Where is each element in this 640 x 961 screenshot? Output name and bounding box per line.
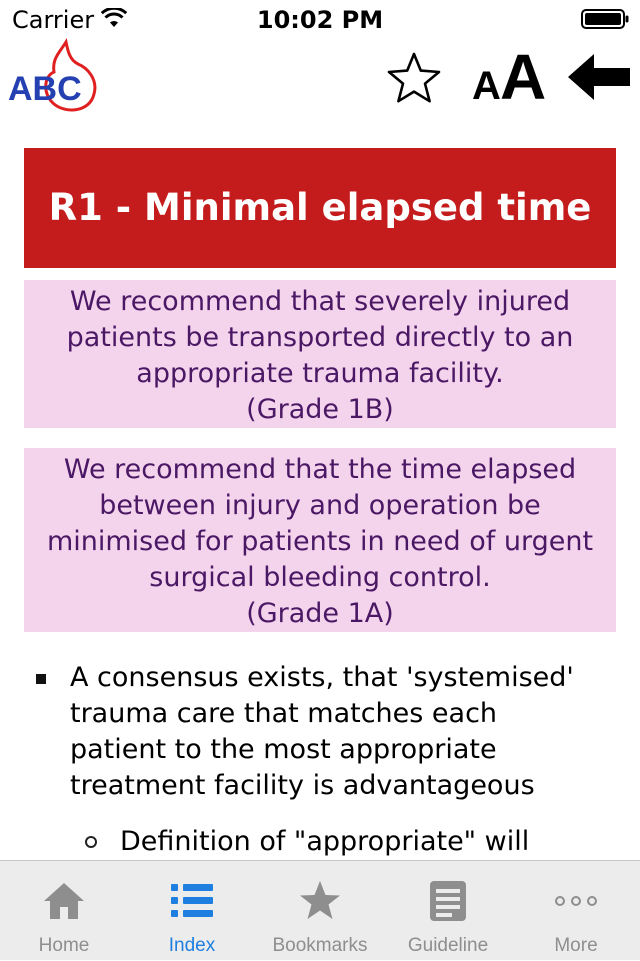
logo-text: ABC (8, 70, 82, 108)
tab-guideline[interactable] (384, 861, 512, 961)
status-bar (0, 0, 640, 40)
list-icon (170, 879, 214, 923)
tab-bar (0, 860, 640, 960)
tab-label: More (554, 935, 598, 956)
tab-label: Guideline (407, 935, 489, 956)
back-button[interactable] (566, 52, 632, 102)
tab-label: Bookmarks (272, 935, 368, 956)
recommendation-box (24, 280, 616, 428)
bullet-square-icon (36, 674, 46, 684)
arrow-left-icon (568, 54, 630, 100)
bullet-circle-icon (85, 836, 97, 848)
font-size-small-glyph: A (472, 64, 501, 108)
star-outline-icon (389, 54, 439, 101)
star-icon (298, 879, 342, 923)
tab-more[interactable] (512, 861, 640, 961)
recommendation-box (24, 448, 616, 632)
recommendation-grade: (Grade 1A) (246, 598, 394, 629)
bullet-item: A consensus exists, that 'systemised' trauma care that matches each patient to the most appropriate treatment facility is advantageous (70, 662, 574, 801)
tab-bookmarks[interactable] (256, 861, 384, 961)
tab-index[interactable] (128, 861, 256, 961)
app-logo (4, 38, 100, 114)
tab-label: Index (168, 935, 216, 956)
recommendation-title-text: R1 - Minimal elapsed time (48, 186, 592, 229)
carrier-label: Carrier (12, 6, 95, 34)
recommendation-text: We recommend that the time elapsed between injury and operation be minimised for patients in need of urgent surgical bleeding control. (46, 454, 594, 593)
font-size-button[interactable] (466, 41, 552, 113)
tab-home[interactable] (0, 861, 128, 961)
more-icon (554, 879, 598, 923)
status-time: 10:02 PM (256, 6, 384, 34)
bookmark-star-button[interactable] (384, 50, 444, 106)
recommendation-grade: (Grade 1B) (246, 394, 394, 425)
recommendation-text: We recommend that severely injured patients be transported directly to an appropriate trauma facility. (66, 286, 574, 389)
home-icon (42, 879, 86, 923)
font-size-large-glyph: A (500, 41, 547, 113)
article-content[interactable] (0, 148, 640, 860)
document-icon (426, 879, 470, 923)
tab-label: Home (38, 935, 90, 956)
battery-icon (581, 9, 629, 29)
sub-bullet-item: Definition of "appropriate" will (120, 826, 530, 857)
recommendation-title (24, 148, 616, 268)
